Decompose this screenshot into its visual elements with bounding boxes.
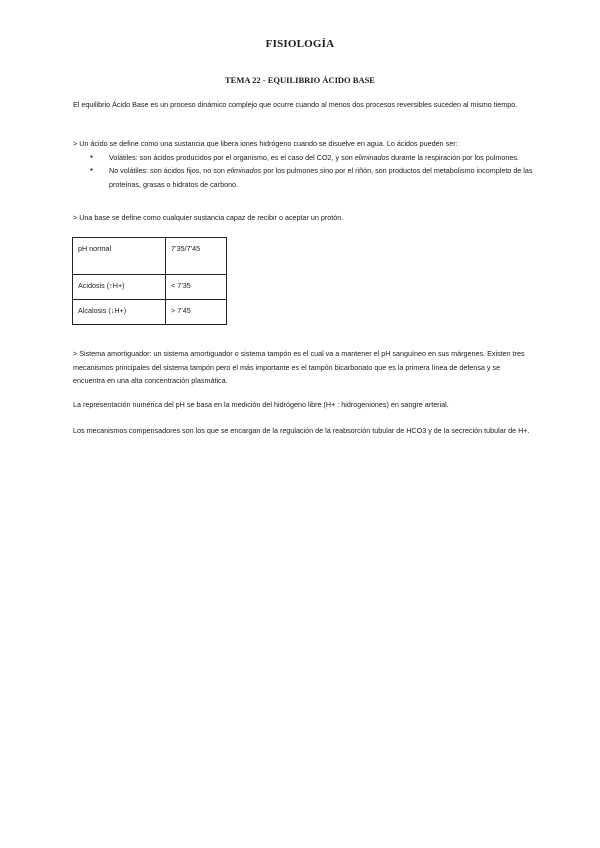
acid-type-emphasis: eliminados <box>354 152 390 162</box>
acid-type-text: No volátiles: son ácidos fijos, no son <box>109 166 227 175</box>
buffer-system-text: > Sistema amortiguador: un sistema amortiguador o sistema tampón es el cual va a mantener el pH sanguíneo en sus márgenes. Existen tres mecanismos principales del sistema tampón pero el más importante es el tampón bicarbonato que es la primera línea de defensa y se encuentra en una alta concentración plasmática. <box>73 349 525 385</box>
table-row <box>73 275 227 300</box>
ph-table-cell: > 7’45 <box>166 300 227 325</box>
intro-text: El equilibrio Ácido Base es un proceso dinámico complejo que ocurre cuando al menos dos procesos reversibles suceden al mismo tiempo. <box>73 100 518 109</box>
acid-types-list <box>73 151 533 192</box>
acid-type-text: durante la respiración por los pulmones. <box>389 152 519 162</box>
base-paragraph <box>73 211 533 225</box>
acid-section <box>73 137 533 191</box>
intro-paragraph <box>73 98 533 112</box>
ph-table <box>72 237 227 325</box>
acid-type-nonvolatile <box>73 164 533 191</box>
compensatory-text: Los mecanismos compensadores son los que se encargan de la regulación de la reabsorción tubular de HCO3 y de la secreción tubular de H+. <box>73 426 530 435</box>
ph-table-cell: pH normal <box>73 238 166 275</box>
base-definition: > Una base se define como cualquier sustancia capaz de recibir o aceptar un protón. <box>73 213 344 222</box>
acid-type-emphasis: eliminados <box>226 166 262 175</box>
ph-table-cell: < 7’35 <box>166 275 227 300</box>
table-row <box>73 300 227 325</box>
acid-type-volatile <box>73 151 533 165</box>
ph-table-cell: Alcalosis (↓H+) <box>73 300 166 325</box>
document-subtitle: TEMA 22 - EQUILIBRIO ÁCIDO BASE <box>225 75 375 85</box>
ph-representation-paragraph <box>73 398 533 412</box>
ph-table-cell: Acidosis (↑H+) <box>73 275 166 300</box>
table-row <box>73 238 227 275</box>
acid-type-text: por los pulmones sino por el riñón, son productos del metabolismo incompleto de las proteínas, grasas o hidratos de carbono. <box>109 166 533 189</box>
ph-table-cell: 7’35/7’45 <box>166 238 227 275</box>
ph-representation-text: La representación numérica del pH se basa en la medición del hidrógeno libre (H+ : hidrogeniones) en sangre arterial. <box>73 400 449 409</box>
document-title: FISIOLOGÍA <box>265 38 335 50</box>
compensatory-paragraph <box>73 424 533 438</box>
buffer-paragraph <box>73 347 533 388</box>
acid-type-text: Volátiles: son ácidos producidos por el organismo, es el caso del CO2, y son <box>109 152 355 162</box>
acid-definition: > Un ácido se define como una sustancia que libera iones hidrógeno cuando se disuelve en agua. Lo ácidos pueden ser: <box>73 139 458 148</box>
